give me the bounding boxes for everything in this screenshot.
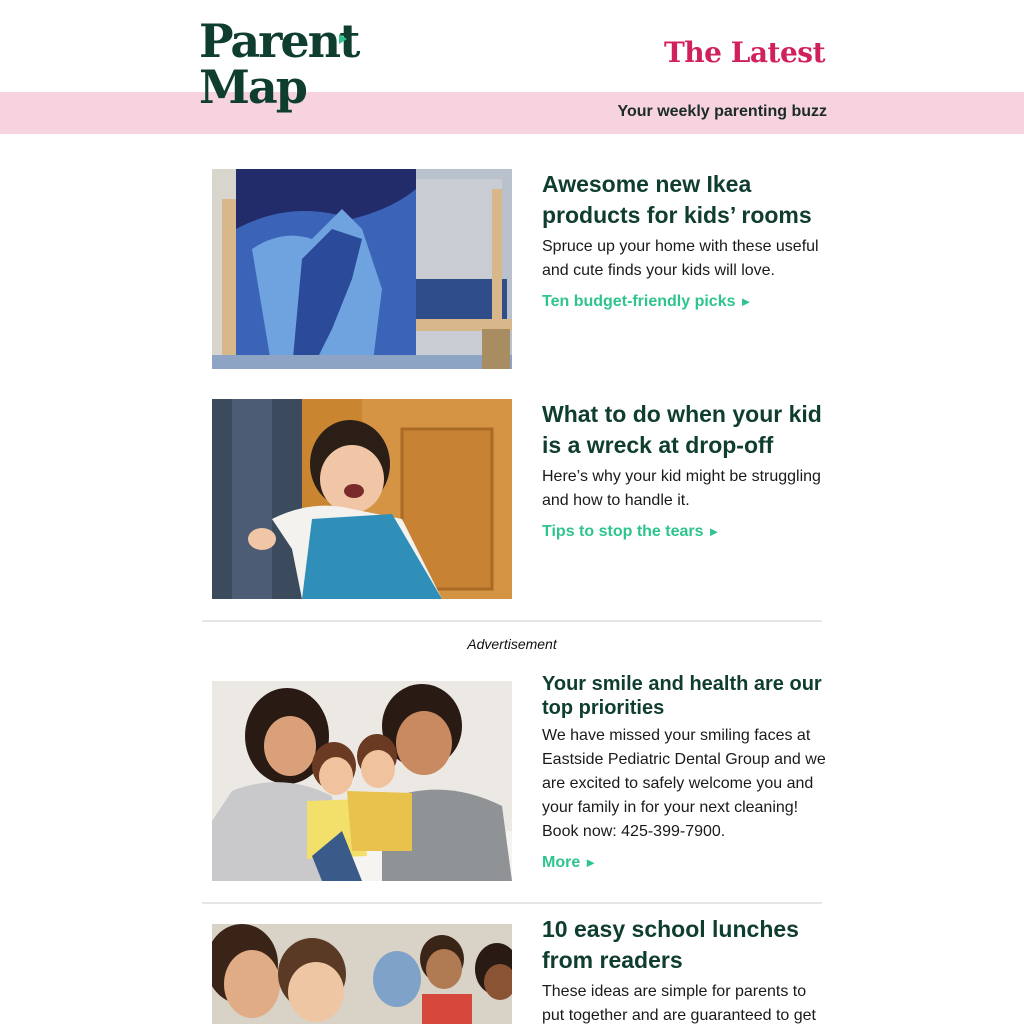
article-card xyxy=(212,914,824,1024)
article-text xyxy=(542,914,826,1024)
divider xyxy=(202,902,822,904)
logo-text-map: Map xyxy=(199,60,306,114)
article-image-lunches[interactable] xyxy=(212,924,512,1024)
tagline: Your weekly parenting buzz xyxy=(617,103,827,120)
tagline-band xyxy=(0,92,1024,134)
article-description: Here’s why your kid might be struggling and how to handle it. xyxy=(542,468,821,509)
logo-play-icon xyxy=(339,34,347,44)
article-image-dropoff[interactable] xyxy=(212,399,512,599)
advertisement-card xyxy=(212,672,824,882)
ad-image[interactable] xyxy=(212,681,512,881)
smiling-family-photo xyxy=(212,681,512,881)
logo-text-parent: Parent xyxy=(199,14,359,68)
crying-toddler-photo xyxy=(212,399,512,599)
article-cta-link[interactable] xyxy=(542,293,752,311)
section-title: The Latest xyxy=(663,36,825,69)
article-cta-link[interactable] xyxy=(542,523,720,541)
divider xyxy=(202,620,822,622)
play-arrow-icon: ► xyxy=(584,855,598,870)
ad-title[interactable]: Your smile and health are our top priorities xyxy=(542,673,822,719)
article-card xyxy=(212,399,824,599)
parentmap-logo[interactable] xyxy=(199,14,359,122)
article-description: Spruce up your home with these useful and cute finds your kids will love. xyxy=(542,238,819,279)
ad-text xyxy=(542,672,826,872)
article-title[interactable]: 10 easy school lunches from readers xyxy=(542,916,799,973)
kids-eating-lunch-photo xyxy=(212,924,512,1024)
cta-label: Ten budget-friendly picks xyxy=(542,293,736,310)
article-description: These ideas are simple for parents to put together and are guaranteed to get xyxy=(542,983,816,1024)
advertisement-label: Advertisement xyxy=(467,636,557,652)
play-arrow-icon: ► xyxy=(707,524,721,539)
ad-more-link[interactable] xyxy=(542,854,597,872)
article-text xyxy=(542,399,826,541)
kids-bunk-bed-tent-photo xyxy=(212,169,512,369)
article-image-ikea[interactable] xyxy=(212,169,512,369)
cta-label: Tips to stop the tears xyxy=(542,523,704,540)
article-text xyxy=(542,169,826,311)
ad-description: We have missed your smiling faces at Eastside Pediatric Dental Group and we are excited to safely welcome you and your family in for your next cleaning! Book now: 425-399-7900. xyxy=(542,727,826,840)
article-title[interactable]: Awesome new Ikea products for kids’ rooms xyxy=(542,171,812,228)
cta-label: More xyxy=(542,854,581,871)
article-title[interactable]: What to do when your kid is a wreck at drop-off xyxy=(542,401,822,458)
article-card xyxy=(212,169,824,369)
play-arrow-icon: ► xyxy=(739,294,753,309)
